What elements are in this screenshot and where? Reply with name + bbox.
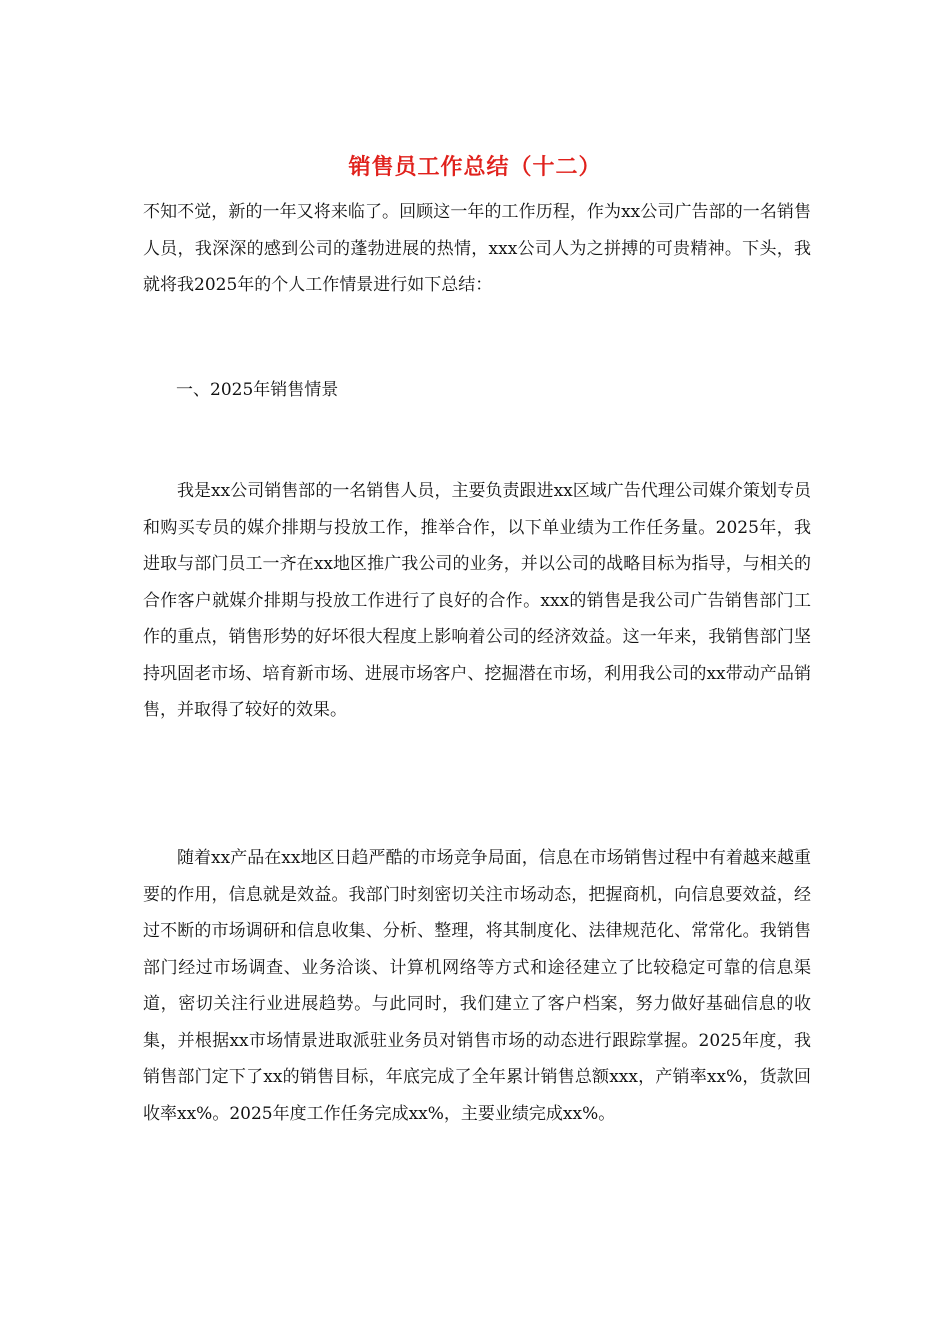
intro-paragraph: 不知不觉，新的一年又将来临了。回顾这一年的工作历程，作为xx公司广告部的一名销售人员，我深深的感到公司的蓬勃进展的热情，xxx公司人为之拼搏的可贵精神。下头，我就将我2025年的个人工作情景进行如下总结： [143, 202, 811, 295]
section-heading: 一、2025年销售情景 [176, 380, 339, 400]
sales-paragraph: 我是xx公司销售部的一名销售人员，主要负责跟进xx区域广告代理公司媒介策划专员和购买专员的媒介排期与投放工作，推举合作，以下单业绩为工作任务量。2025年，我进取与部门员工一齐在xx地区推广我公司的业务，并以公司的战略目标为指导，与相关的合作客户就媒介排期与投放工作进行了良好的合作。xxx的销售是我公司广告销售部门工作的重点，销售形势的好坏很大程度上影响着公司的经济效益。这一年来，我销售部门坚持巩固老市场、培育新市场、进展市场客户、挖掘潜在市场，利用我公司的xx带动产品销售，并取得了较好的效果。 [143, 481, 811, 720]
document-title: 销售员工作总结（十二） [348, 154, 602, 180]
information-paragraph: 随着xx产品在xx地区日趋严酷的市场竞争局面，信息在市场销售过程中有着越来越重要的作用，信息就是效益。我部门时刻密切关注市场动态，把握商机，向信息要效益，经过不断的市场调研和信息收集、分析、整理，将其制度化、法律规范化、常常化。我销售部门经过市场调查、业务洽谈、计算机网络等方式和途径建立了比较稳定可靠的信息渠道，密切关注行业进展趋势。与此同时，我们建立了客户档案，努力做好基础信息的收集，并根据xx市场情景进取派驻业务员对销售市场的动态进行跟踪掌握。2025年度，我销售部门定下了xx的销售目标，年底完成了全年累计销售总额xxx，产销率xx%，货款回收率xx%。2025年度工作任务完成xx%，主要业绩完成xx%。 [143, 848, 811, 1124]
